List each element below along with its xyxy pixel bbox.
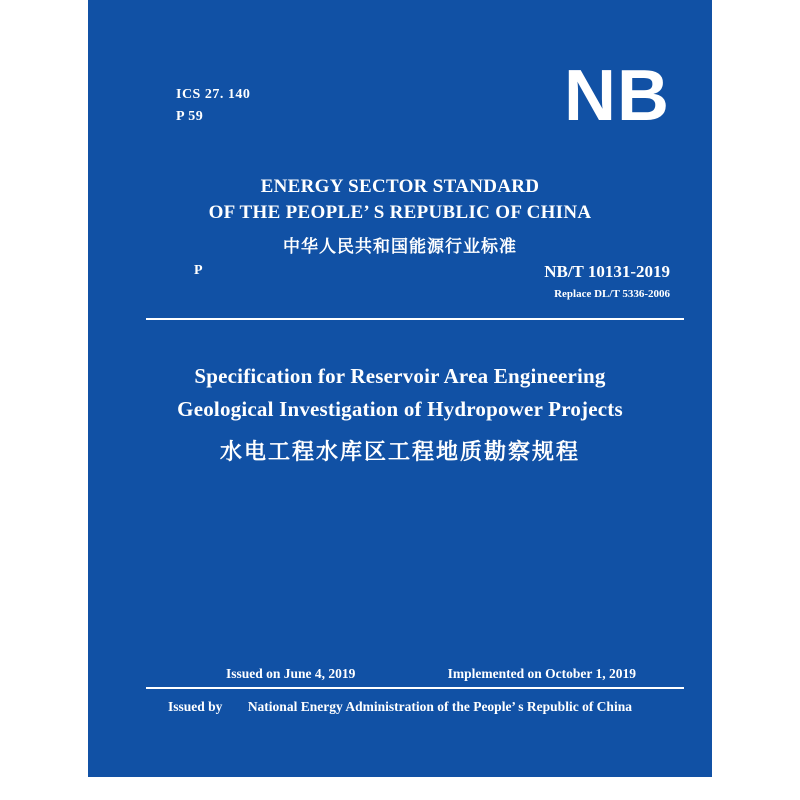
issuer-row	[88, 699, 712, 715]
ics-number: ICS 27. 140	[176, 87, 251, 102]
code-letter: P	[194, 263, 203, 278]
header-line-1: ENERGY SECTOR STANDARD	[260, 176, 540, 197]
implemented-on-date: Implemented on October 1, 2019	[447, 666, 636, 681]
title-en-line-1: Specification for Reservoir Area Engineering	[194, 364, 606, 388]
standard-number: NB/T 10131-2019	[544, 262, 670, 281]
ics-block	[176, 84, 250, 128]
header-line-2: OF THE PEOPLE’ S REPUBLIC OF CHINA	[208, 202, 592, 223]
issued-by-label: Issued by	[168, 699, 223, 714]
standard-code-row	[176, 261, 670, 307]
standard-header	[88, 174, 712, 262]
date-row	[146, 666, 684, 686]
standard-number-block	[544, 261, 670, 303]
document-title	[88, 360, 712, 470]
nb-logo: NB	[564, 56, 670, 136]
divider-top	[146, 318, 684, 320]
divider-bottom	[146, 687, 684, 689]
header-line-chinese: 中华人民共和国能源行业标准	[283, 237, 517, 257]
classification-code: P 59	[176, 109, 204, 124]
title-chinese: 水电工程水库区工程地质勘察规程	[219, 440, 580, 465]
issued-by-organization: National Energy Administration of the People’ s Republic of China	[247, 699, 632, 714]
issued-on-date: Issued on June 4, 2019	[226, 666, 356, 681]
standard-cover	[88, 0, 712, 777]
replaces-note: Replace DL/T 5336-2006	[554, 288, 670, 300]
title-en-line-2: Geological Investigation of Hydropower Projects	[177, 397, 623, 421]
